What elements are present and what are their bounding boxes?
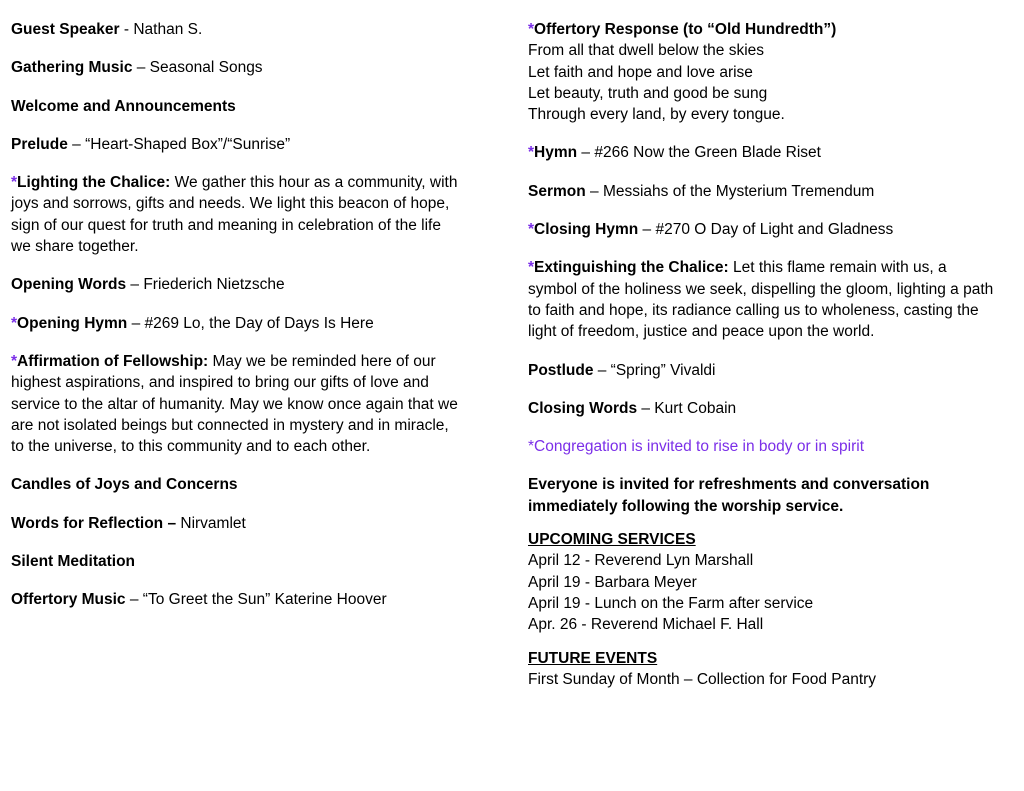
sermon-text: – Messiahs of the Mysterium Tremendum [585,182,875,200]
upcoming-services [528,529,999,635]
gathering-music [11,57,464,78]
refreshments-invitation [528,474,999,517]
prelude [11,134,464,155]
sermon [528,181,999,202]
offertory-music [11,589,464,610]
future-events [528,648,999,691]
words-for-reflection [11,513,464,534]
prelude-label: Prelude [11,135,68,153]
offertory-music-text: – “To Greet the Sun” Katerine Hoover [125,591,387,609]
future-events-label: FUTURE EVENTS [528,649,658,667]
hymn-text: – #266 Now the Green Blade Riset [577,144,821,162]
offertory-response-line: From all that dwell below the skies [528,42,765,60]
upcoming-services-line: April 12 - Reverend Lyn Marshall [528,552,754,570]
extinguishing-the-chalice [528,257,999,342]
silent-meditation-label: Silent Meditation [11,553,135,571]
silent-meditation [11,551,464,572]
offertory-response-line: Through every land, by every tongue. [528,106,785,124]
rise-asterisk: * [528,144,535,162]
rise-asterisk: * [11,314,18,332]
closing-words [528,398,999,419]
welcome-and-announcements [11,96,464,117]
opening-words-label: Opening Words [11,276,127,294]
opening-hymn-text: – #269 Lo, the Day of Days Is Here [127,314,374,332]
offertory-music-label: Offertory Music [11,591,126,609]
extinguishing-the-chalice-text: Let this flame remain with us, a symbol of the holiness we seek, dispelling the gloom, lighting a path to faith and hope, its radiance calling us to wholeness, casting the light of freedom, justice and peace upon the world. [528,259,994,341]
sermon-label: Sermon [528,182,586,200]
closing-hymn-label: Closing Hymn [534,221,639,239]
refreshments-invitation-label: Everyone is invited for refreshments and conversation immediately following the worship service. [528,476,930,515]
guest-speaker [11,19,464,40]
upcoming-services-line: Apr. 26 - Reverend Michael F. Hall [528,616,764,634]
welcome-and-announcements-label: Welcome and Announcements [11,97,236,115]
offertory-response-line: Let faith and hope and love arise [528,63,753,81]
affirmation-of-fellowship-text: May we be reminded here of our highest aspirations, and inspired to bring our gifts of love and service to the altar of humanity. May we know once again that we are not isolated beings but connected in mystery and in miracle, to the universe, to this community and to each other. [11,352,458,456]
congregation-rise-note-text: *Congregation is invited to rise in body or in spirit [528,438,865,456]
rise-asterisk: * [528,259,535,277]
prelude-text: – “Heart-Shaped Box”/“Sunrise” [67,135,291,153]
hymn [528,142,999,163]
postlude [528,360,999,381]
candles-of-joys-and-concerns-label: Candles of Joys and Concerns [11,476,238,494]
upcoming-services-line: April 19 - Lunch on the Farm after service [528,594,814,612]
guest-speaker-label: Guest Speaker [11,21,120,38]
candles-of-joys-and-concerns [11,474,464,495]
offertory-response-line: Let beauty, truth and good be sung [528,84,768,102]
opening-hymn [11,313,464,334]
upcoming-services-label: UPCOMING SERVICES [528,531,696,549]
rise-asterisk: * [11,174,18,192]
words-for-reflection-label: Words for Reflection – [11,514,177,532]
right-column [528,19,999,707]
gathering-music-label: Gathering Music [11,59,133,77]
closing-words-label: Closing Words [528,399,638,417]
lighting-the-chalice-text: We gather this hour as a community, with joys and sorrows, gifts and needs. We light this beacon of hope, sign of our quest for truth and meaning in celebration of the life we share together. [11,174,458,256]
offertory-response-label: Offertory Response (to “Old Hundredth”) [534,21,837,38]
rise-asterisk: * [528,221,535,239]
postlude-label: Postlude [528,361,594,379]
offertory-response [528,19,999,125]
upcoming-services-line: April 19 - Barbara Meyer [528,573,697,591]
closing-words-text: – Kurt Cobain [637,399,737,417]
extinguishing-the-chalice-label: Extinguishing the Chalice: [534,259,729,277]
gathering-music-text: – Seasonal Songs [132,59,263,77]
guest-speaker-text: - Nathan S. [119,21,203,38]
postlude-text: – “Spring” Vivaldi [593,361,716,379]
rise-asterisk: * [11,352,18,370]
congregation-rise-note [528,436,999,457]
closing-hymn-text: – #270 O Day of Light and Gladness [638,221,894,239]
opening-words [11,274,464,295]
lighting-the-chalice [11,172,464,257]
affirmation-of-fellowship [11,351,464,457]
future-events-line: First Sunday of Month – Collection for Food Pantry [528,670,877,688]
rise-asterisk: * [528,21,535,38]
affirmation-of-fellowship-label: Affirmation of Fellowship: [17,352,209,370]
opening-hymn-label: Opening Hymn [17,314,128,332]
words-for-reflection-text: Nirvamlet [176,514,246,532]
hymn-label: Hymn [534,144,578,162]
lighting-the-chalice-label: Lighting the Chalice: [17,174,171,192]
opening-words-text: – Friederich Nietzsche [126,276,285,294]
closing-hymn [528,219,999,240]
left-column [11,19,464,628]
